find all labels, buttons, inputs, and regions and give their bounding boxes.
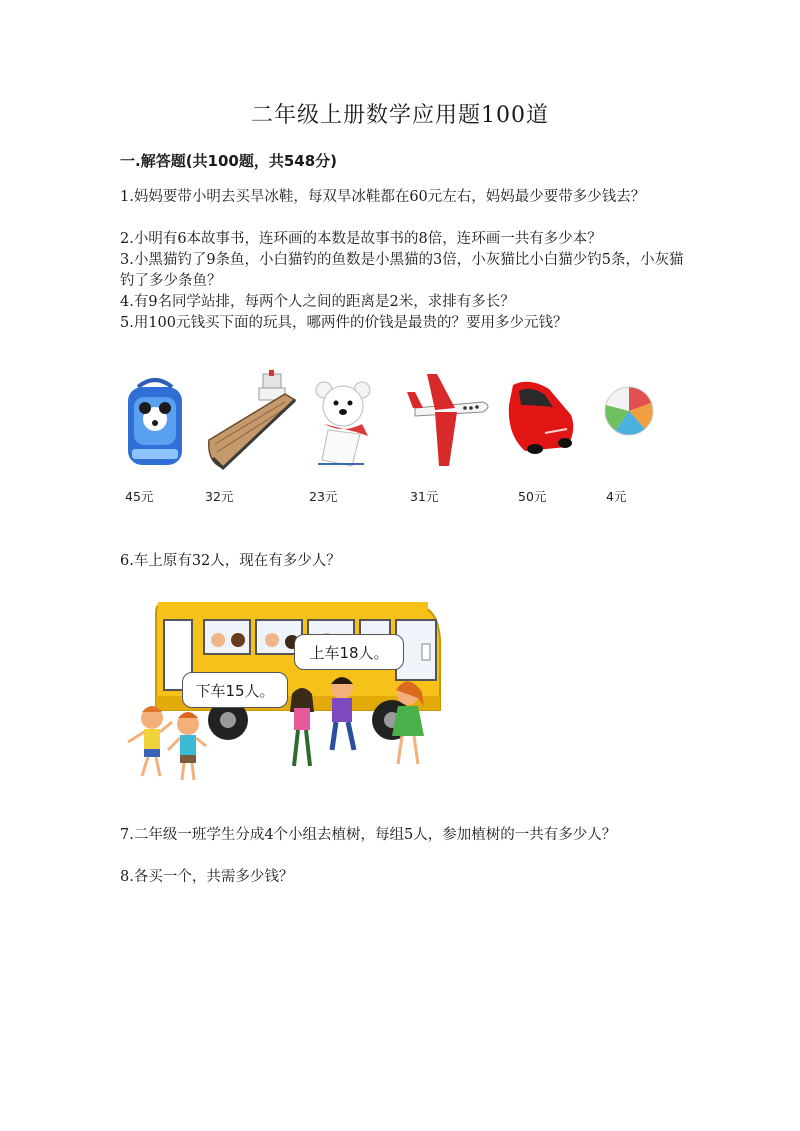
question-7: 7.二年级一班学生分成4个小组去植树，每组5人，参加植树的一共有多少人？ xyxy=(120,827,617,843)
question-6: 6.车上原有32人，现在有多少人？ xyxy=(120,553,341,569)
car-icon xyxy=(505,375,577,455)
question-5: 5.用100元钱买下面的玩具，哪两件的价钱是最贵的？要用多少元钱？ xyxy=(120,315,568,331)
ball-icon xyxy=(603,385,655,437)
speech-bubble-off xyxy=(182,672,288,708)
question-3: 3.小黑猫钓了9条鱼，小白猫钓的鱼数是小黑猫的3倍，小灰猫比小白猫少钓5条，小灰猫钓了多少条鱼？ xyxy=(120,252,684,289)
price-label: 31元 xyxy=(410,489,439,504)
question-1: 1.妈妈要带小明去买旱冰鞋，每双旱冰鞋都在60元左右，妈妈最少要带多少钱去？ xyxy=(120,189,646,205)
speech-bubble-on xyxy=(294,634,404,670)
question-8: 8.各买一个，共需多少钱？ xyxy=(120,869,294,885)
ship-icon xyxy=(205,370,297,470)
price-label: 50元 xyxy=(518,489,547,504)
price-label: 32元 xyxy=(205,489,234,504)
question-2: 2.小明有6本故事书，连环画的本数是故事书的8倍，连环画一共有多少本？ xyxy=(120,231,602,247)
bear-icon xyxy=(312,378,374,468)
bus-illustration xyxy=(122,600,452,785)
bubble-off-text: 下车15人。 xyxy=(195,681,275,700)
bubble-on-text: 上车18人。 xyxy=(309,643,389,662)
price-label: 4元 xyxy=(606,489,627,504)
backpack-icon xyxy=(120,375,190,470)
section-heading: 一.解答题(共100题，共548分) xyxy=(120,152,338,170)
price-label: 45元 xyxy=(125,489,154,504)
airplane-icon xyxy=(405,370,493,470)
page-title: 二年级上册数学应用题100道 xyxy=(251,103,549,128)
price-label: 23元 xyxy=(309,489,338,504)
question-4: 4.有9名同学站排，每两个人之间的距离是2米，求排有多长？ xyxy=(120,294,515,310)
